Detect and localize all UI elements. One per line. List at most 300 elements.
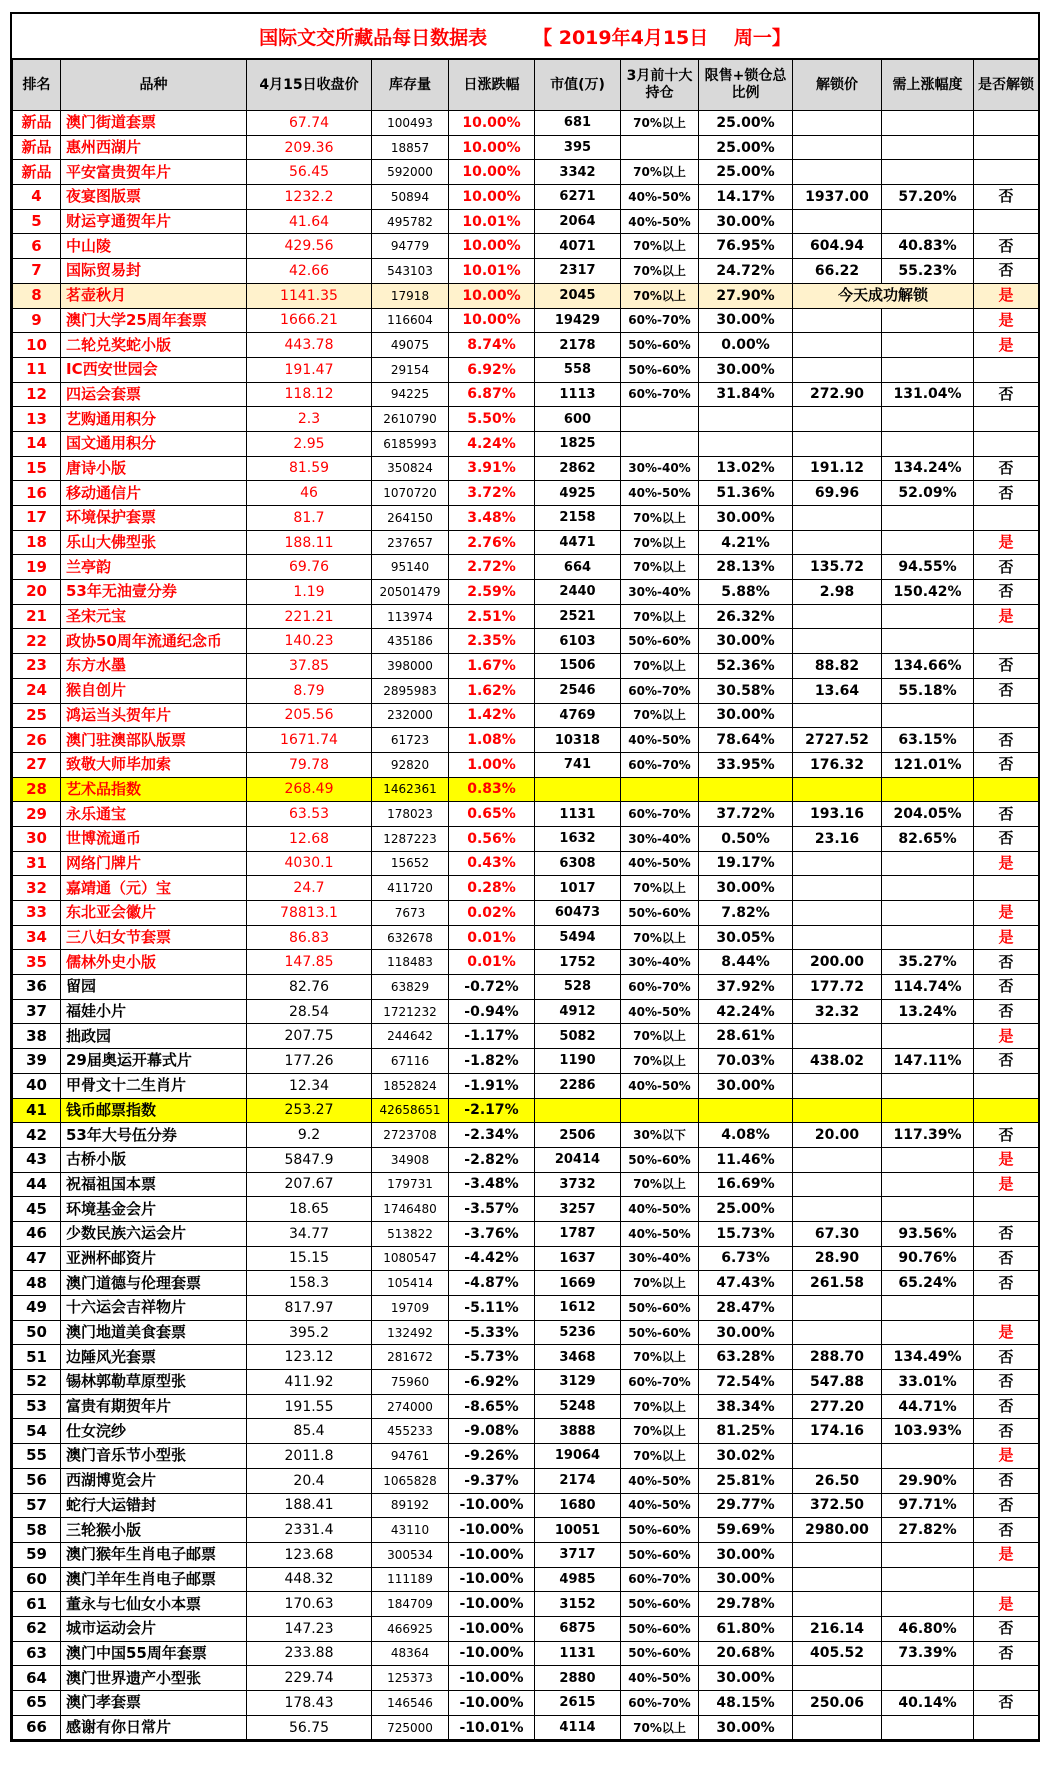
cell-market-value: 4912 (535, 999, 621, 1024)
cell-unlock-price (793, 209, 882, 234)
cell-unlocked: 否 (974, 1616, 1039, 1641)
cell-unlock-price: 23.16 (793, 826, 882, 851)
table-row (13, 1691, 1039, 1716)
cell-required-rise (882, 851, 974, 876)
cell-change: -2.34% (449, 1123, 535, 1148)
cell-price: 178.43 (247, 1691, 372, 1716)
cell-unlocked: 否 (974, 1123, 1039, 1148)
cell-unlocked: 否 (974, 555, 1039, 580)
cell-required-rise (882, 1296, 974, 1321)
table-row (13, 876, 1039, 901)
cell-unlocked (974, 209, 1039, 234)
cell-change: -1.82% (449, 1049, 535, 1074)
table-row (13, 1320, 1039, 1345)
cell-stock: 67116 (372, 1049, 449, 1074)
cell-top10-holding: 60%-70% (621, 1691, 699, 1716)
cell-unlocked: 否 (974, 802, 1039, 827)
cell-market-value: 2174 (535, 1468, 621, 1493)
cell-price: 140.23 (247, 629, 372, 654)
cell-unlock-price (793, 1197, 882, 1222)
cell-market-value: 5082 (535, 1024, 621, 1049)
cell-top10-holding: 50%-60% (621, 1147, 699, 1172)
cell-change: -5.73% (449, 1345, 535, 1370)
cell-locked-ratio: 30.00% (699, 1320, 793, 1345)
cell-top10-holding: 70%以上 (621, 530, 699, 555)
cell-unlocked: 否 (974, 826, 1039, 851)
cell-rank: 37 (13, 999, 61, 1024)
cell-stock: 95140 (372, 555, 449, 580)
table-row (13, 1024, 1039, 1049)
cell-price: 1666.21 (247, 308, 372, 333)
cell-price: 118.12 (247, 382, 372, 407)
col-header-need: 需上涨幅度 (882, 60, 974, 111)
cell-unlocked: 否 (974, 234, 1039, 259)
cell-name: 四运会套票 (61, 382, 247, 407)
cell-required-rise: 29.90% (882, 1468, 974, 1493)
cell-unlock-price: 216.14 (793, 1616, 882, 1641)
cell-name: 29届奥运开幕式片 (61, 1049, 247, 1074)
table-row (13, 1246, 1039, 1271)
cell-name: 兰亭韵 (61, 555, 247, 580)
cell-change: 2.59% (449, 580, 535, 605)
cell-required-rise: 147.11% (882, 1049, 974, 1074)
cell-name: 鸿运当头贺年片 (61, 703, 247, 728)
cell-unlocked: 否 (974, 481, 1039, 506)
cell-required-rise (882, 530, 974, 555)
cell-stock: 1721232 (372, 999, 449, 1024)
cell-name: 乐山大佛型张 (61, 530, 247, 555)
cell-rank: 23 (13, 654, 61, 679)
table-row (13, 1715, 1039, 1740)
cell-top10-holding: 70%以上 (621, 1345, 699, 1370)
cell-stock: 146546 (372, 1691, 449, 1716)
cell-unlocked: 是 (974, 1320, 1039, 1345)
cell-unlocked: 是 (974, 1592, 1039, 1617)
cell-locked-ratio: 38.34% (699, 1394, 793, 1419)
cell-rank: 27 (13, 752, 61, 777)
cell-unlock-price: 2980.00 (793, 1518, 882, 1543)
cell-change: 0.43% (449, 851, 535, 876)
cell-required-rise (882, 1024, 974, 1049)
cell-locked-ratio: 30.00% (699, 1567, 793, 1592)
cell-name: 东北亚会徽片 (61, 901, 247, 926)
cell-price: 42.66 (247, 259, 372, 284)
cell-top10-holding: 30%-40% (621, 456, 699, 481)
cell-locked-ratio: 25.00% (699, 135, 793, 160)
cell-market-value: 1632 (535, 826, 621, 851)
cell-locked-ratio: 48.15% (699, 1691, 793, 1716)
cell-change: 0.01% (449, 950, 535, 975)
cell-name: 十六运会吉祥物片 (61, 1296, 247, 1321)
cell-required-rise: 13.24% (882, 999, 974, 1024)
cell-change: 10.01% (449, 209, 535, 234)
cell-unlock-price (793, 357, 882, 382)
cell-price: 411.92 (247, 1370, 372, 1395)
cell-price: 24.7 (247, 876, 372, 901)
cell-name: 甲骨文十二生肖片 (61, 1073, 247, 1098)
cell-unlock-price (793, 1715, 882, 1740)
cell-unlock-price: 2727.52 (793, 728, 882, 753)
cell-change: -3.57% (449, 1197, 535, 1222)
table-row (13, 1518, 1039, 1543)
table-row (13, 1370, 1039, 1395)
cell-name: 三轮猴小版 (61, 1518, 247, 1543)
cell-price: 37.85 (247, 654, 372, 679)
table-row (13, 1641, 1039, 1666)
cell-unlock-price (793, 407, 882, 432)
cell-price: 12.68 (247, 826, 372, 851)
cell-required-rise (882, 431, 974, 456)
table-row (13, 185, 1039, 210)
cell-rank: 61 (13, 1592, 61, 1617)
cell-market-value: 3257 (535, 1197, 621, 1222)
cell-stock: 264150 (372, 506, 449, 531)
cell-top10-holding: 30%-40% (621, 826, 699, 851)
cell-unlocked: 否 (974, 456, 1039, 481)
cell-stock: 300534 (372, 1542, 449, 1567)
cell-rank: 21 (13, 604, 61, 629)
cell-top10-holding (621, 135, 699, 160)
cell-unlocked (974, 160, 1039, 185)
cell-stock: 89192 (372, 1493, 449, 1518)
cell-stock: 455233 (372, 1419, 449, 1444)
cell-name: 城市运动会片 (61, 1616, 247, 1641)
cell-market-value: 1131 (535, 1641, 621, 1666)
cell-unlock-price: 604.94 (793, 234, 882, 259)
table-row (13, 629, 1039, 654)
cell-price: 2.95 (247, 431, 372, 456)
col-header-mcap: 市值(万) (535, 60, 621, 111)
cell-change: -3.48% (449, 1172, 535, 1197)
cell-change: 0.83% (449, 777, 535, 802)
cell-unlocked: 否 (974, 382, 1039, 407)
cell-unlocked: 否 (974, 950, 1039, 975)
cell-market-value: 1131 (535, 802, 621, 827)
cell-unlock-price: 191.12 (793, 456, 882, 481)
cell-market-value: 5236 (535, 1320, 621, 1345)
cell-unlocked: 否 (974, 1221, 1039, 1246)
cell-unlocked (974, 1666, 1039, 1691)
cell-unlocked (974, 1073, 1039, 1098)
cell-unlocked: 否 (974, 580, 1039, 605)
cell-rank: 31 (13, 851, 61, 876)
cell-price: 229.74 (247, 1666, 372, 1691)
cell-rank: 35 (13, 950, 61, 975)
cell-price: 8.79 (247, 678, 372, 703)
cell-market-value: 5248 (535, 1394, 621, 1419)
cell-locked-ratio: 30.05% (699, 925, 793, 950)
cell-price: 177.26 (247, 1049, 372, 1074)
cell-stock: 232000 (372, 703, 449, 728)
cell-rank: 58 (13, 1518, 61, 1543)
cell-name: 惠州西湖片 (61, 135, 247, 160)
cell-top10-holding: 50%-60% (621, 1641, 699, 1666)
cell-locked-ratio: 30.00% (699, 1715, 793, 1740)
cell-stock: 184709 (372, 1592, 449, 1617)
cell-locked-ratio: 72.54% (699, 1370, 793, 1395)
cell-change: -8.65% (449, 1394, 535, 1419)
cell-price: 123.12 (247, 1345, 372, 1370)
cell-unlocked (974, 777, 1039, 802)
cell-required-rise (882, 1147, 974, 1172)
table-row (13, 901, 1039, 926)
cell-required-rise: 55.23% (882, 259, 974, 284)
cell-market-value: 10051 (535, 1518, 621, 1543)
cell-change: 10.00% (449, 308, 535, 333)
cell-required-rise: 57.20% (882, 185, 974, 210)
cell-stock: 350824 (372, 456, 449, 481)
cell-required-rise (882, 308, 974, 333)
cell-price: 147.23 (247, 1616, 372, 1641)
cell-unlock-price (793, 851, 882, 876)
cell-name: 澳门世界遗产小型张 (61, 1666, 247, 1691)
cell-required-rise (882, 1320, 974, 1345)
cell-stock: 61723 (372, 728, 449, 753)
cell-stock: 105414 (372, 1271, 449, 1296)
cell-stock: 63829 (372, 975, 449, 1000)
cell-required-rise (882, 876, 974, 901)
report-date: 【 2019年4月15日 周一】 (533, 26, 791, 49)
cell-rank: 19 (13, 555, 61, 580)
cell-unlocked: 是 (974, 1542, 1039, 1567)
cell-unlock-price: 193.16 (793, 802, 882, 827)
table-row (13, 1172, 1039, 1197)
cell-rank: 43 (13, 1147, 61, 1172)
cell-change: -10.00% (449, 1567, 535, 1592)
cell-unlock-price (793, 308, 882, 333)
cell-stock: 2895983 (372, 678, 449, 703)
cell-name: 二轮兑奖蛇小版 (61, 333, 247, 358)
cell-top10-holding: 40%-50% (621, 999, 699, 1024)
cell-top10-holding: 40%-50% (621, 1197, 699, 1222)
cell-market-value: 3129 (535, 1370, 621, 1395)
table-row (13, 826, 1039, 851)
cell-unlock-price: 69.96 (793, 481, 882, 506)
cell-required-rise: 134.66% (882, 654, 974, 679)
cell-locked-ratio: 19.17% (699, 851, 793, 876)
cell-locked-ratio: 63.28% (699, 1345, 793, 1370)
table-row (13, 728, 1039, 753)
cell-name: 澳门街道套票 (61, 111, 247, 136)
cell-top10-holding: 70%以上 (621, 1419, 699, 1444)
cell-locked-ratio: 31.84% (699, 382, 793, 407)
cell-top10-holding: 50%-60% (621, 1616, 699, 1641)
cell-unlock-price: 26.50 (793, 1468, 882, 1493)
cell-unlocked: 否 (974, 185, 1039, 210)
cell-required-rise (882, 407, 974, 432)
cell-change: 1.62% (449, 678, 535, 703)
cell-stock: 75960 (372, 1370, 449, 1395)
cell-rank: 32 (13, 876, 61, 901)
cell-price: 18.65 (247, 1197, 372, 1222)
cell-locked-ratio: 29.78% (699, 1592, 793, 1617)
cell-rank: 10 (13, 333, 61, 358)
cell-rank: 18 (13, 530, 61, 555)
table-row (13, 752, 1039, 777)
table-row (13, 1666, 1039, 1691)
cell-required-rise: 65.24% (882, 1271, 974, 1296)
cell-rank: 24 (13, 678, 61, 703)
cell-change: 4.24% (449, 431, 535, 456)
cell-price: 34.77 (247, 1221, 372, 1246)
cell-stock: 592000 (372, 160, 449, 185)
cell-unlock-price: 66.22 (793, 259, 882, 284)
cell-price: 253.27 (247, 1098, 372, 1123)
cell-required-rise (882, 629, 974, 654)
cell-change: 1.08% (449, 728, 535, 753)
cell-stock: 632678 (372, 925, 449, 950)
cell-required-rise: 35.27% (882, 950, 974, 975)
cell-unlock-price: 277.20 (793, 1394, 882, 1419)
cell-rank: 47 (13, 1246, 61, 1271)
cell-locked-ratio: 25.00% (699, 160, 793, 185)
cell-change: -10.00% (449, 1641, 535, 1666)
cell-locked-ratio: 81.25% (699, 1419, 793, 1444)
table-row (13, 678, 1039, 703)
cell-unlocked: 否 (974, 1345, 1039, 1370)
cell-name: 茗壶秋月 (61, 283, 247, 308)
cell-rank: 65 (13, 1691, 61, 1716)
cell-locked-ratio: 25.81% (699, 1468, 793, 1493)
cell-rank: 56 (13, 1468, 61, 1493)
cell-unlocked (974, 111, 1039, 136)
cell-required-rise: 117.39% (882, 1123, 974, 1148)
cell-unlocked: 是 (974, 283, 1039, 308)
cell-market-value: 2158 (535, 506, 621, 531)
cell-market-value: 2506 (535, 1123, 621, 1148)
cell-market-value: 4925 (535, 481, 621, 506)
cell-name: 唐诗小版 (61, 456, 247, 481)
cell-unlocked: 否 (974, 1518, 1039, 1543)
cell-required-rise: 131.04% (882, 382, 974, 407)
cell-price: 56.45 (247, 160, 372, 185)
col-header-hold: 3月前十大持仓 (621, 60, 699, 111)
cell-rank: 55 (13, 1444, 61, 1469)
cell-rank: 15 (13, 456, 61, 481)
cell-unlock-price (793, 1666, 882, 1691)
cell-change: -10.00% (449, 1666, 535, 1691)
cell-unlocked: 是 (974, 333, 1039, 358)
table-row (13, 234, 1039, 259)
col-header-status: 是否解锁 (974, 60, 1039, 111)
cell-stock: 43110 (372, 1518, 449, 1543)
cell-rank: 41 (13, 1098, 61, 1123)
cell-price: 4030.1 (247, 851, 372, 876)
cell-stock: 281672 (372, 1345, 449, 1370)
table-row (13, 1345, 1039, 1370)
cell-locked-ratio: 30.00% (699, 629, 793, 654)
table-row (13, 1296, 1039, 1321)
cell-unlock-price (793, 1320, 882, 1345)
cell-change: 10.00% (449, 111, 535, 136)
cell-rank: 53 (13, 1394, 61, 1419)
cell-top10-holding: 60%-70% (621, 1567, 699, 1592)
cell-change: -4.87% (449, 1271, 535, 1296)
cell-required-rise (882, 703, 974, 728)
cell-name: 移动通信片 (61, 481, 247, 506)
table-row (13, 135, 1039, 160)
cell-unlock-price (793, 1567, 882, 1592)
cell-unlocked (974, 135, 1039, 160)
cell-price: 15.15 (247, 1246, 372, 1271)
col-header-unlock: 解锁价 (793, 60, 882, 111)
cell-name: 福娃小片 (61, 999, 247, 1024)
cell-locked-ratio: 33.95% (699, 752, 793, 777)
cell-stock: 15652 (372, 851, 449, 876)
cell-stock: 18857 (372, 135, 449, 160)
cell-locked-ratio: 30.00% (699, 1073, 793, 1098)
cell-unlock-price: 28.90 (793, 1246, 882, 1271)
col-header-rank: 排名 (13, 60, 61, 111)
cell-required-rise: 55.18% (882, 678, 974, 703)
cell-name: 锡林郭勒草原型张 (61, 1370, 247, 1395)
cell-price: 188.11 (247, 530, 372, 555)
cell-required-rise: 46.80% (882, 1616, 974, 1641)
cell-name: 边陲风光套票 (61, 1345, 247, 1370)
cell-change: 10.01% (449, 259, 535, 284)
cell-top10-holding: 50%-60% (621, 1320, 699, 1345)
cell-change: -4.42% (449, 1246, 535, 1271)
cell-stock: 49075 (372, 333, 449, 358)
cell-locked-ratio: 30.00% (699, 1542, 793, 1567)
cell-locked-ratio: 42.24% (699, 999, 793, 1024)
cell-locked-ratio: 27.90% (699, 283, 793, 308)
cell-top10-holding: 40%-50% (621, 1221, 699, 1246)
cell-market-value: 1612 (535, 1296, 621, 1321)
cell-price: 9.2 (247, 1123, 372, 1148)
cell-top10-holding: 40%-50% (621, 1666, 699, 1691)
cell-rank: 45 (13, 1197, 61, 1222)
cell-name: 艺术品指数 (61, 777, 247, 802)
cell-stock: 48364 (372, 1641, 449, 1666)
cell-unlock-price (793, 530, 882, 555)
cell-rank: 6 (13, 234, 61, 259)
cell-unlocked: 否 (974, 1419, 1039, 1444)
cell-market-value: 1825 (535, 431, 621, 456)
cell-market-value: 6271 (535, 185, 621, 210)
cell-locked-ratio: 30.00% (699, 308, 793, 333)
cell-required-rise: 97.71% (882, 1493, 974, 1518)
cell-change: 10.00% (449, 160, 535, 185)
cell-top10-holding: 30%-40% (621, 1246, 699, 1271)
cell-unlocked: 否 (974, 975, 1039, 1000)
cell-top10-holding (621, 407, 699, 432)
cell-unlock-price (793, 431, 882, 456)
table-row (13, 950, 1039, 975)
cell-name: 西湖博览会片 (61, 1468, 247, 1493)
table-row (13, 580, 1039, 605)
cell-required-rise: 94.55% (882, 555, 974, 580)
cell-unlocked: 是 (974, 1444, 1039, 1469)
col-header-change: 日涨跌幅 (449, 60, 535, 111)
cell-rank: 20 (13, 580, 61, 605)
cell-market-value: 1113 (535, 382, 621, 407)
cell-unlocked: 否 (974, 728, 1039, 753)
cell-top10-holding: 70%以上 (621, 1394, 699, 1419)
cell-top10-holding: 70%以上 (621, 160, 699, 185)
cell-locked-ratio (699, 431, 793, 456)
table-row (13, 703, 1039, 728)
cell-change: 0.01% (449, 925, 535, 950)
table-row (13, 333, 1039, 358)
table-row (13, 1468, 1039, 1493)
cell-stock: 2723708 (372, 1123, 449, 1148)
cell-unlocked: 否 (974, 1468, 1039, 1493)
cell-unlocked (974, 629, 1039, 654)
cell-locked-ratio: 61.80% (699, 1616, 793, 1641)
table-row (13, 1197, 1039, 1222)
cell-top10-holding: 70%以上 (621, 1444, 699, 1469)
